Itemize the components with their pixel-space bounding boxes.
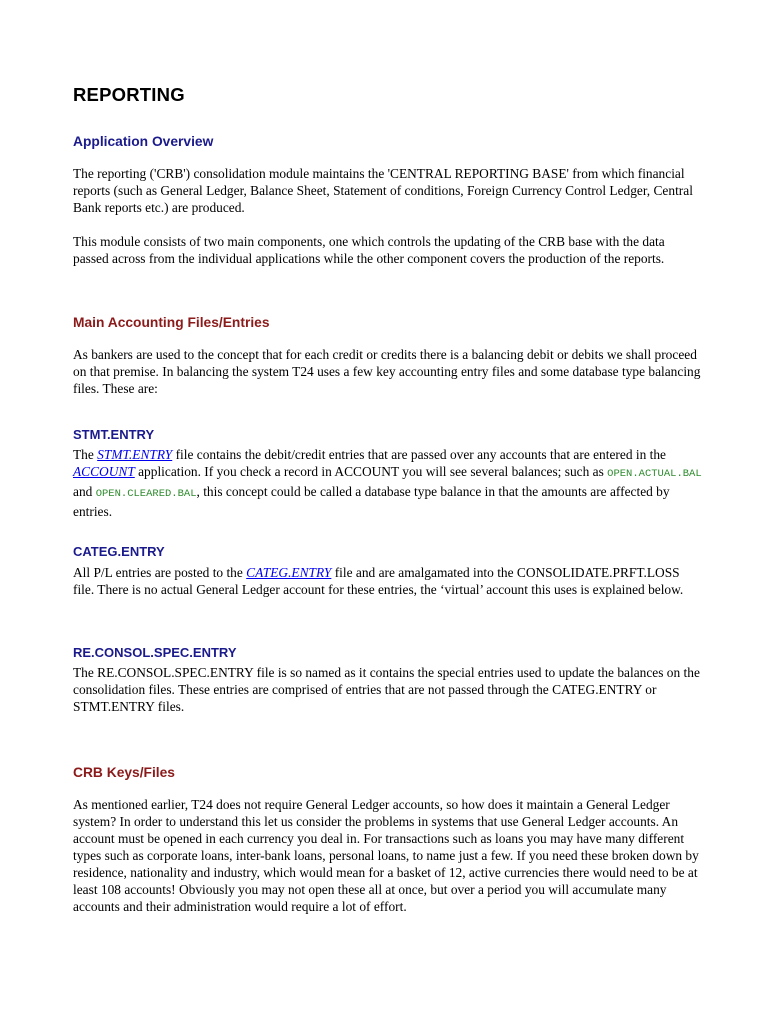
crb-keys-heading: CRB Keys/Files (73, 765, 175, 780)
categ-text-2: file and are amalgamated into the CONSOLIDATE.PRFT.LOSS file. There is no actual General Ledger account for these entries, the ‘virtual’ account this uses is explained below. (73, 565, 684, 597)
categ-entry-heading: CATEG.ENTRY (73, 544, 165, 559)
account-link[interactable]: ACCOUNT (73, 464, 135, 479)
overview-paragraph-2: This module consists of two main components, one which controls the updating of the CRB base with the data passed across from the individual applications while the other component covers the production of the reports. (73, 234, 665, 266)
open-cleared-bal-field: OPEN.CLEARED.BAL (95, 488, 197, 500)
categ-text-1: All P/L entries are posted to the (73, 565, 247, 580)
stmt-text-4: and (73, 484, 96, 499)
stmt-entry-heading: STMT.ENTRY (73, 427, 155, 442)
overview-heading: Application Overview (73, 134, 214, 149)
stmt-text-5: , this concept could be called a database type balance in that the amounts are affected by entries. (73, 484, 670, 519)
page-title: REPORTING (73, 84, 185, 105)
re-consol-spec-entry-paragraph: The RE.CONSOL.SPEC.ENTRY file is so named as it contains the special entries used to update the balances on the consolidation files. These entries are comprised of entries that are not passed through the CATEG.ENTRY or STMT.ENTRY files. (73, 665, 700, 714)
re-consol-spec-entry-heading: RE.CONSOL.SPEC.ENTRY (73, 645, 237, 660)
overview-paragraph-1: The reporting ('CRB') consolidation module maintains the 'CENTRAL REPORTING BASE' from which financial reports (such as General Ledger, Balance Sheet, Statement of conditions, Foreign Currency Control Ledger, Central Bank reports etc.) are produced. (73, 166, 693, 215)
open-actual-bal-field: OPEN.ACTUAL.BAL (607, 468, 702, 480)
accounting-heading: Main Accounting Files/Entries (73, 315, 270, 330)
accounting-paragraph: As bankers are used to the concept that for each credit or credits there is a balancing debit or debits we shall proceed on that premise. In balancing the system T24 uses a few key accounting entry files and some database type balancing files. These are: (73, 347, 701, 396)
stmt-entry-paragraph (73, 446, 703, 520)
stmt-entry-link[interactable]: STMT.ENTRY (97, 447, 173, 462)
stmt-text-2: file contains the debit/credit entries that are passed over any accounts that are entered in the (172, 447, 666, 462)
categ-entry-link[interactable]: CATEG.ENTRY (246, 565, 332, 580)
categ-entry-paragraph (73, 564, 703, 598)
crb-keys-paragraph: As mentioned earlier, T24 does not require General Ledger accounts, so how does it maintain a General Ledger system? In order to understand this let us consider the problems in systems that use General Ledger accounts. An account must be opened in each currency you deal in. For transactions such as loans you may have many different types such as corporate loans, inter-bank loans, personal loans, to name just a few. If you need these broken down by residence, nationality and industry, which would mean for a basket of 12, active currencies there would need to be at least 108 accounts! Obviously you may not open these all at once, but over a period you will accumulate many accounts and their administration would require a lot of effort. (73, 797, 699, 914)
stmt-text-1: The (73, 447, 98, 462)
stmt-text-3: application. If you check a record in ACCOUNT you will see several balances; such as (134, 464, 608, 479)
